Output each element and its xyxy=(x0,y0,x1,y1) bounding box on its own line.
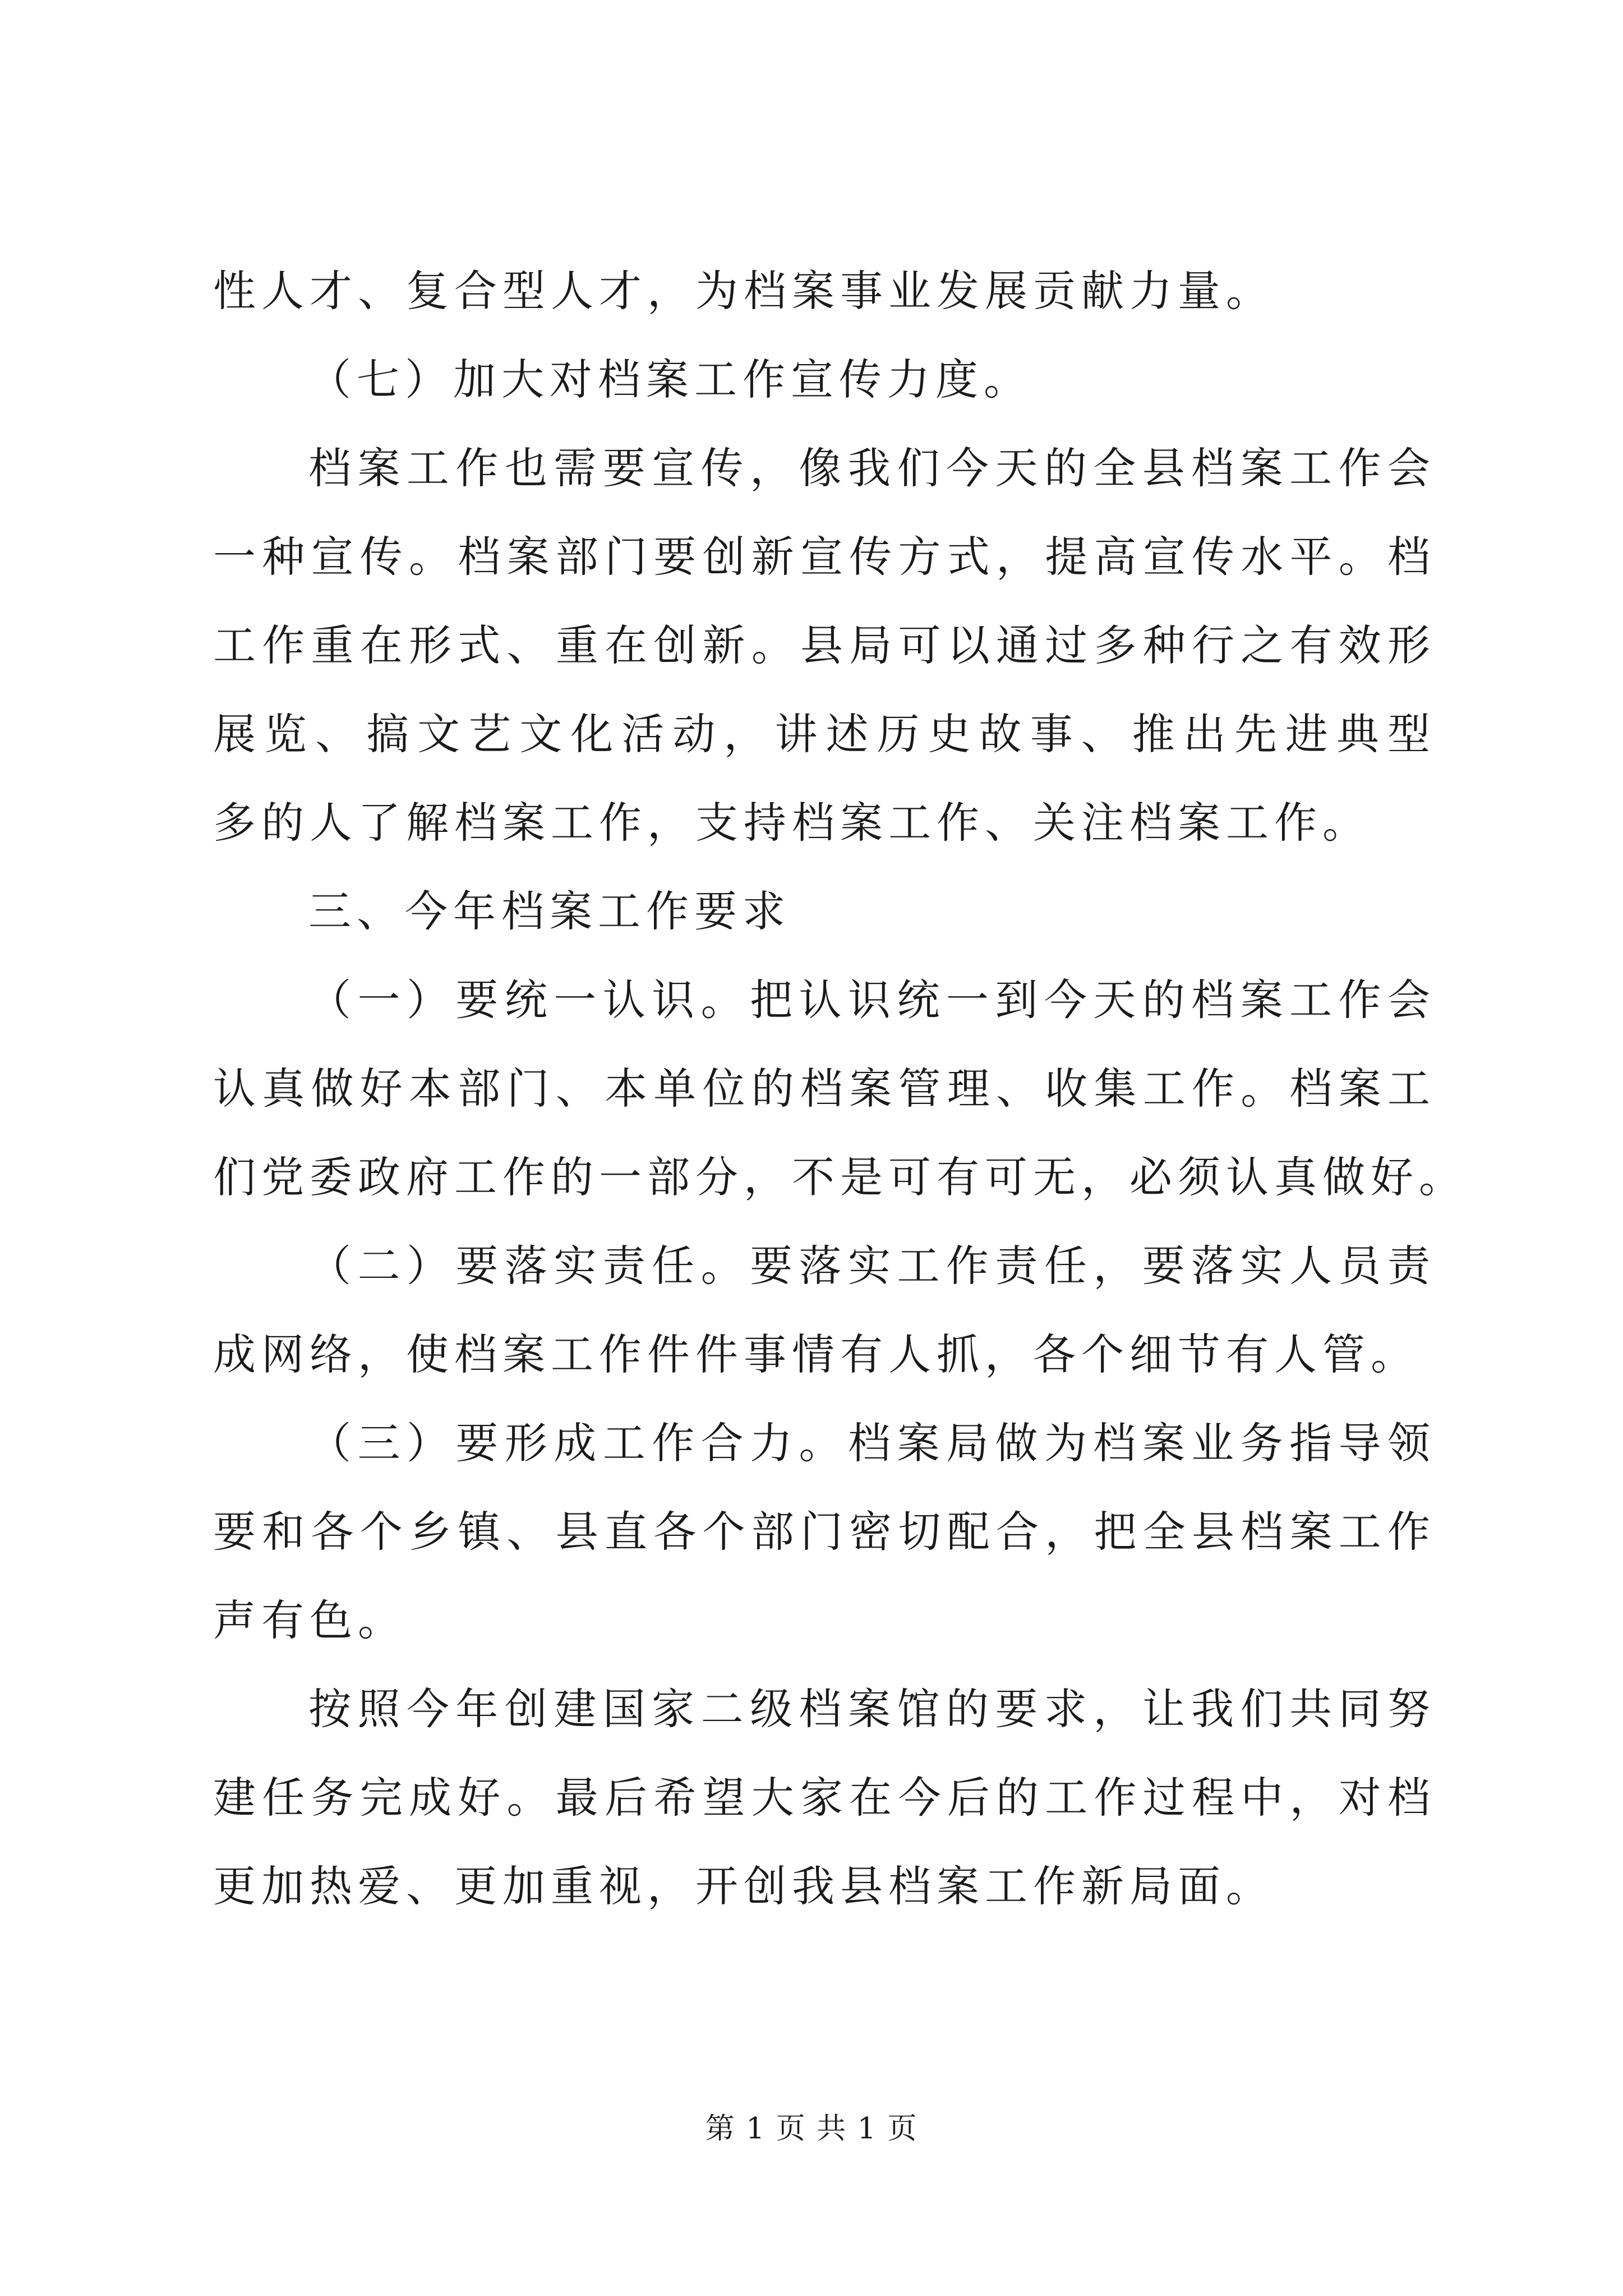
text-line: 更加热爱、更加重视，开创我县档案工作新局面。 xyxy=(213,1861,1274,1911)
text-line: 建任务完成好。最后希望大家在今后的工作过程中，对档 xyxy=(213,1773,1436,1823)
page-number-footer: 第 1 页 共 1 页 xyxy=(705,2112,918,2146)
text-line: （三）要形成工作合力。档案局做为档案业务指导领 xyxy=(308,1418,1436,1468)
text-line: 多的人了解档案工作，支持档案工作、关注档案工作。 xyxy=(213,798,1371,848)
text-line: 成网络，使档案工作件件事情有人抓，各个细节有人管。 xyxy=(213,1329,1419,1379)
section-heading-3: 三、今年档案工作要求 xyxy=(308,886,791,936)
text-line: 要和各个乡镇、县直各个部门密切配合，把全县档案工作 xyxy=(213,1507,1436,1557)
text-line: （二）要落实责任。要落实工作责任，要落实人员责 xyxy=(308,1241,1436,1291)
text-line: 声有色。 xyxy=(213,1595,406,1645)
text-line: 展览、搞文艺文化活动，讲述历史故事、推出先进典型 xyxy=(213,709,1436,759)
text-line: （一）要统一认识。把认识统一到今天的档案工作会 xyxy=(308,975,1436,1025)
document-body xyxy=(213,247,1467,1931)
text-line: 工作重在形式、重在创新。县局可以通过多种行之有效形 xyxy=(213,620,1436,670)
text-line: 认真做好本部门、本单位的档案管理、收集工作。档案工 xyxy=(213,1064,1436,1114)
text-line: 们党委政府工作的一部分，不是可有可无，必须认真做好。 xyxy=(213,1152,1467,1202)
text-line: 按照今年创建国家二级档案馆的要求，让我们共同努 xyxy=(308,1684,1436,1734)
text-line: 档案工作也需要宣传，像我们今天的全县档案工作会 xyxy=(308,443,1436,493)
text-line: 一种宣传。档案部门要创新宣传方式，提高宣传水平。档 xyxy=(213,532,1436,582)
section-heading-7: （七）加大对档案工作宣传力度。 xyxy=(308,355,1032,404)
text-line: 性人才、复合型人才，为档案事业发展贡献力量。 xyxy=(213,266,1274,316)
